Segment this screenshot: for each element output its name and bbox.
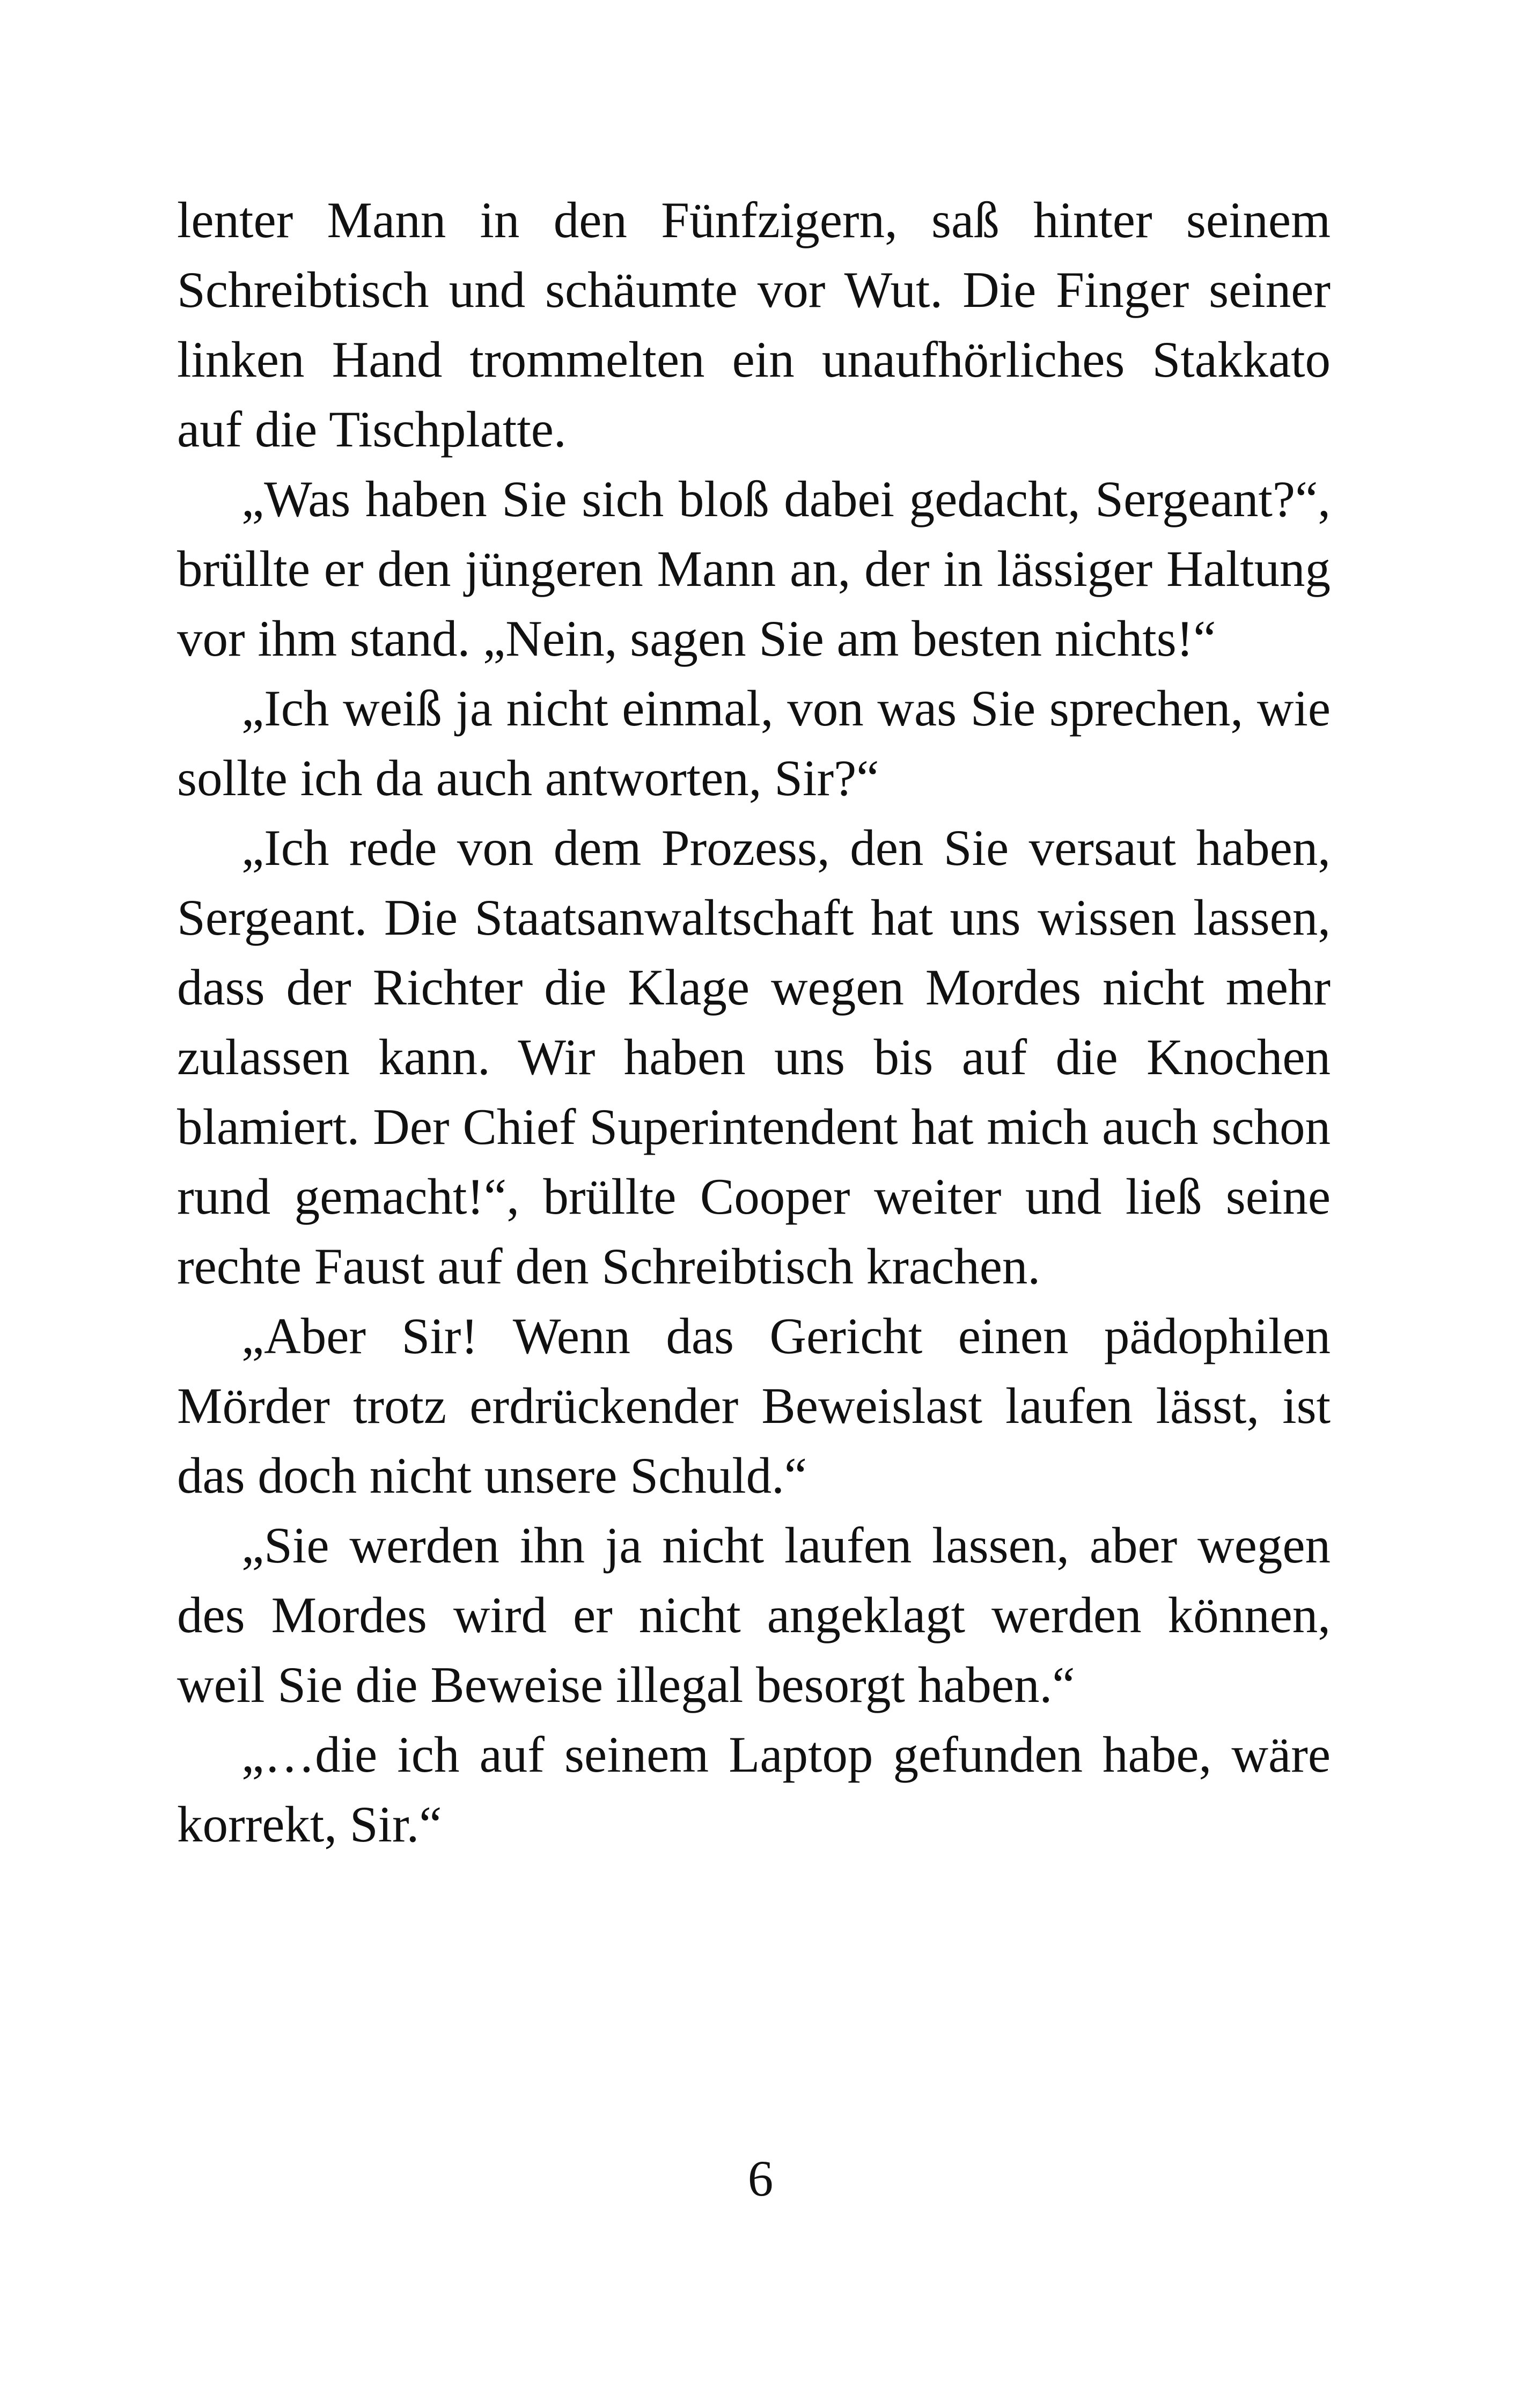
paragraph: „Aber Sir! Wenn das Gericht einen pädophilen Mörder trotz erdrückender Beweislast laufen lässt, ist das doch nicht unsere Schuld.“ [177,1308,1331,1504]
page-number: 6 [747,2150,774,2207]
paragraph: „Ich weiß ja nicht einmal, von was Sie sprechen, wie sollte ich da auch antworten, Sir?“ [177,680,1331,806]
body-text [177,185,1331,1859]
paragraph: „Was haben Sie sich bloß dabei gedacht, Sergeant?“, brüllte er den jüngeren Mann an, der in lässiger Haltung vor ihm stand. „Nein, sagen Sie am besten nichts!“ [177,471,1331,667]
paragraph: „Ich rede von dem Prozess, den Sie versaut haben, Sergeant. Die Staatsanwaltschaft hat uns wissen lassen, dass der Richter die Klage wegen Mordes nicht mehr zulassen kann. Wir haben uns bis auf die Knochen blamiert. Der Chief Superintendent hat mich auch schon rund gemacht!“, brüllte Cooper weiter und ließ seine rechte Faust auf den Schreibtisch krachen. [177,819,1331,1295]
paragraph: „…die ich auf seinem Laptop gefunden habe, wäre korrekt, Sir.“ [177,1726,1331,1853]
paragraph: „Sie werden ihn ja nicht laufen lassen, aber wegen des Mordes wird er nicht angeklagt werden können, weil Sie die Beweise illegal besorgt haben.“ [177,1517,1331,1713]
paragraph: lenter Mann in den Fünfzigern, saß hinter seinem Schreibtisch und schäumte vor Wut. Die Finger seiner linken Hand trommelten ein unaufhörliches Stakkato auf die Tischplatte. [177,192,1331,458]
